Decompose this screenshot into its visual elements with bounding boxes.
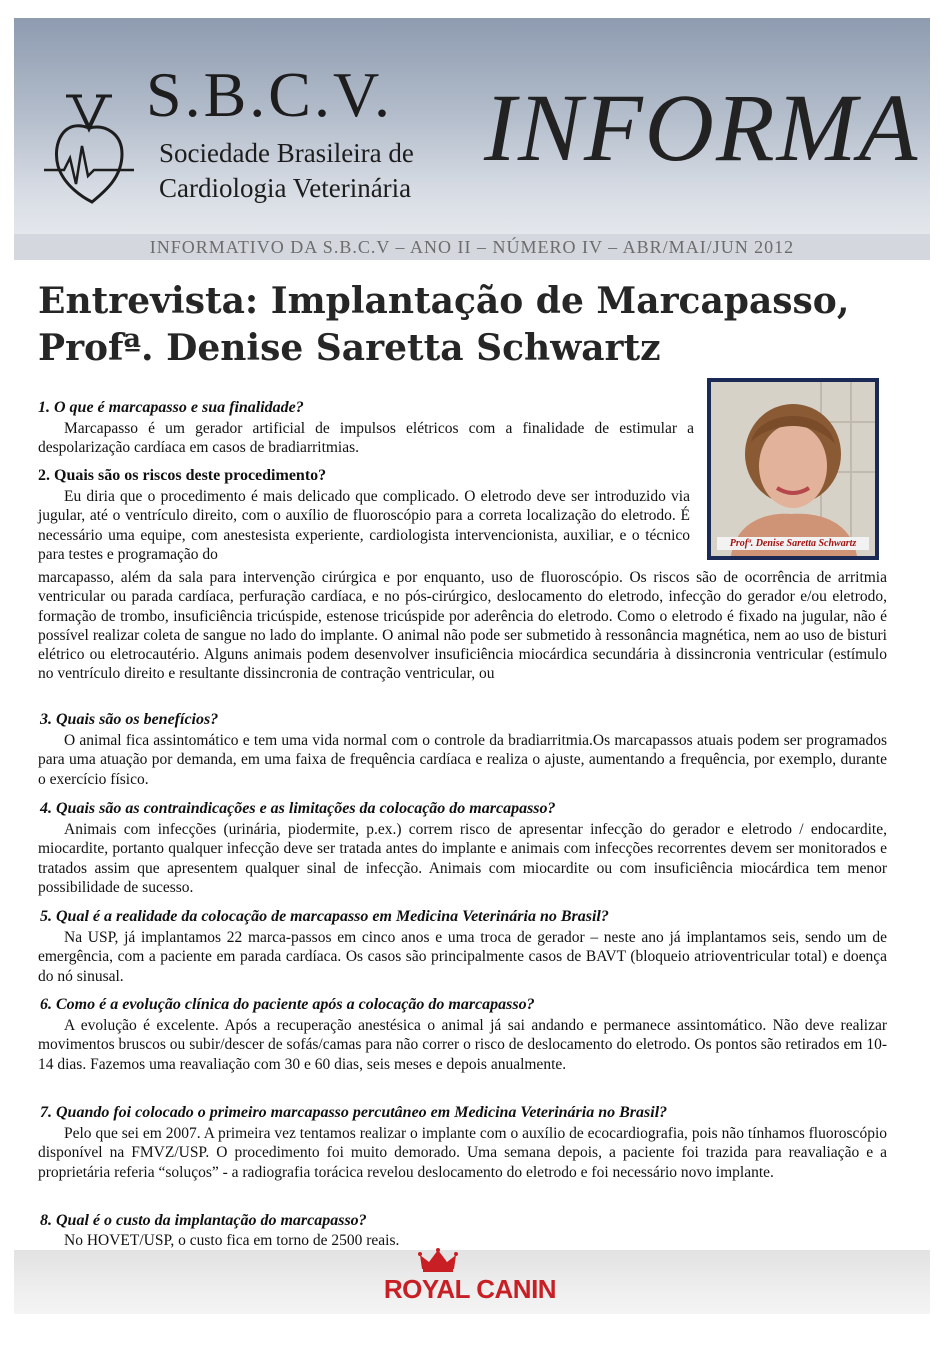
portrait-figure	[711, 382, 875, 556]
portrait-caption: Profª. Denise Saretta Schwartz	[717, 537, 869, 550]
question-5: 5. Qual é a realidade da colocação de marcapasso em Medicina Veterinária no Brasil?	[40, 908, 609, 925]
issue-band	[14, 234, 930, 260]
answer-1: Marcapasso é um gerador artificial de impulsos elétricos com a finalidade de estimular a despolarização cardíaca em casos de bradiarritmias.	[38, 420, 694, 457]
society-line-2: Cardiologia Veterinária	[159, 173, 412, 203]
answer-4: Animais com infecções (urinária, piodermite, p.ex.) correm risco de apresentar infecção do gerador e eletrodo / endocardite, miocardite, portanto qualquer infecção deve ser tratada antes do implante e animais com infecções recorrentes devem ser monitorados e tratados assim que apresentem qualquer sinal de infecção. Animais com miocardite ou com insuficiência miocárdica tem menor possibilidade de sucesso.	[38, 821, 887, 896]
answer-2-narrow: Eu diria que o procedimento é mais delicado que complicado. O eletrodo deve ser introduzido via jugular, até o ventrículo direito, com o auxílio de fluoroscópio para a correta localização do eletrodo. É necessário uma equipe, com anestesista experiente, cardiologista intervencionista, auxiliar, e o técnico para testes e programação do	[38, 488, 690, 563]
question-7: 7. Quando foi colocado o primeiro marcapasso percutâneo em Medicina Veterinária no Brasil?	[40, 1104, 668, 1121]
royal-canin-crown-icon	[418, 1247, 458, 1273]
answer-6: A evolução é excelente. Após a recuperação anestésica o animal já sai andando e permanece assintomático. Não deve realizar movimentos bruscos ou subir/descer de sofás/camas para não correr o risco de deslocamento do eletrodo. Os pontos são retirados em 10-14 dias. Fazemos uma reavaliação com 30 e 60 dias, seis meses e depois anualmente.	[38, 1017, 887, 1073]
question-4: 4. Quais são as contraindicações e as limitações da colocação do marcapasso?	[40, 800, 556, 817]
issue-info: INFORMATIVO DA S.B.C.V – ANO II – NÚMERO IV – ABR/MAI/JUN 2012	[149, 237, 795, 257]
question-2: 2. Quais são os riscos deste procedimento?	[38, 467, 327, 484]
portrait-photo	[707, 378, 879, 560]
acronym-title: S.B.C.V.	[146, 59, 393, 130]
society-name	[159, 136, 414, 206]
answer-7: Pelo que sei em 2007. A primeira vez tentamos realizar o implante com o auxílio de ecocardiografia, pois não tínhamos fluoroscópio disponível na FMVZ/USP. O procedimento foi muito demorado. Uma semana depois, a paciente foi trazida para reavaliação e a proprietária referia “soluços” - a radiografia torácica revelou deslocamento do eletrodo e foi necessário novo implante.	[38, 1125, 887, 1181]
title-line-2: Profª. Denise Saretta Schwartz	[38, 327, 661, 369]
question-8: 8. Qual é o custo da implantação do marcapasso?	[40, 1212, 367, 1229]
masthead	[14, 18, 930, 234]
heart-ecg-logo-icon	[44, 88, 134, 208]
question-6: 6. Como é a evolução clínica do paciente após a colocação do marcapasso?	[40, 996, 535, 1013]
answer-3: O animal fica assintomático e tem uma vida normal com o controle da bradiarritmia.Os marcapassos atuais podem ser programados para uma atuação por demanda, em uma faixa de frequência cardíaca e realiza o ajuste, aumentando a frequência, por exemplo, durante o exercício físico.	[38, 732, 887, 788]
article-title	[38, 278, 918, 372]
question-3: 3. Quais são os benefícios?	[40, 711, 219, 728]
question-1: 1. O que é marcapasso e sua finalidade?	[38, 399, 304, 416]
answer-2-wide: marcapasso, além da sala para intervenção cirúrgica e por enquanto, uso de fluoroscópio. Os riscos são de ocorrência de arritmia ventricular ou parada cardíaca, perfuração cardíaca, e no pós-cirúrgico, deslocamento do eletrodo, infecção do gerador e/ou eletrodo, formação de trombo, insuficiência tricúspide, estenose tricúspide por aderência do eletrodo. Como o eletrodo é fixado na jugular, não é possível realizar coleta de sangue no lado do implante. O animal não pode ser submetido à ressonância magnética, nem ao uso de bisturi elétrico ou eletrocautério. Alguns animais podem desenvolver insuficiência miocárdica secundária à dissincronia ventricular (estímulo no ventrículo direito e resultante dissincronia de contração ventricular, ou	[38, 569, 887, 683]
answer-5: Na USP, já implantamos 22 marca-passos em cinco anos e uma troca de gerador – neste ano já implantamos seis, sendo um de emergência, com a paciente em parada cardíaca. Os casos são principalmente casos de BAVT (bloqueio atrioventricular total) e doença do nó sinusal.	[38, 929, 887, 985]
portrait-image	[711, 382, 875, 556]
informa-title: INFORMA	[484, 74, 920, 181]
sponsor-logo: ROYAL CANIN	[383, 1274, 557, 1304]
title-line-1: Entrevista: Implantação de Marcapasso,	[38, 280, 850, 322]
society-line-1: Sociedade Brasileira de	[159, 138, 414, 168]
answer-8: No HOVET/USP, o custo fica em torno de 2500 reais.	[64, 1232, 400, 1249]
